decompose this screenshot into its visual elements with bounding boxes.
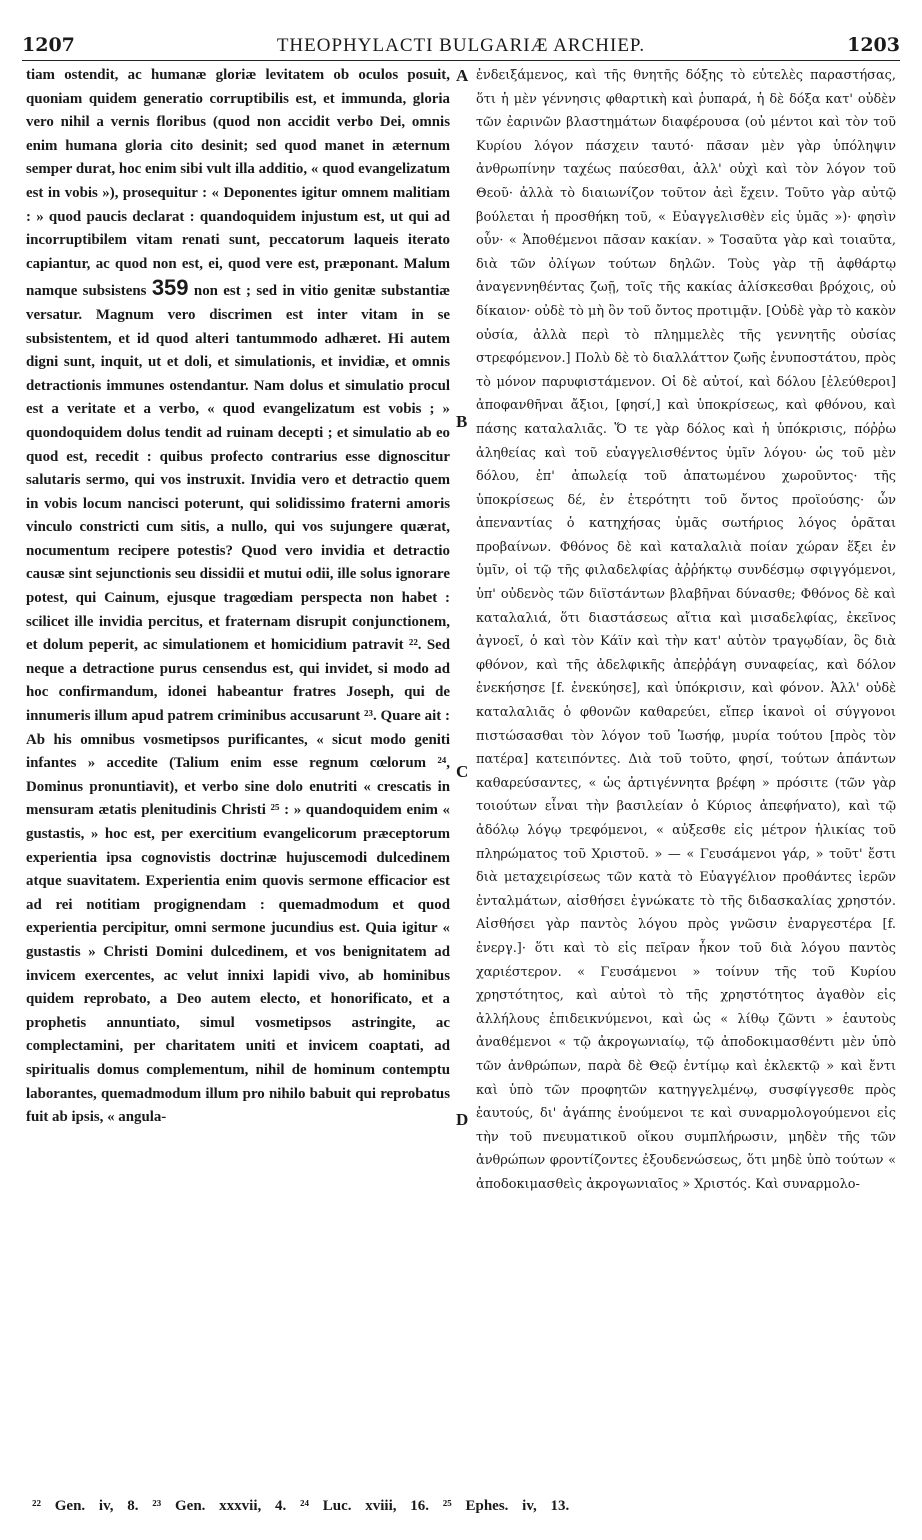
- greek-column: [476, 64, 896, 1504]
- section-marker-a: A: [456, 66, 469, 85]
- section-marker-d: D: [456, 1110, 469, 1129]
- left-page-number: 1207: [22, 34, 75, 56]
- section-marker-b: B: [456, 412, 468, 431]
- latin-text: [26, 64, 450, 1130]
- latin-text-part1: tiam ostendit, ac humanæ gloriæ levitatem ob oculos posuit, quoniam quidem generatio corruptibilis est, et immunda, gloria vero nihil a vernis floribus (quod non accidit verbo Dei, omnis enim humana gloria cito desinit; sed quod manet in æternum semper durat, hoc enim sibi vult illa additio, « quod evangelizatum est in vobis »), prosequitur : « Deponentes igitur omnem malitiam : » quod paucis declarat : quandoquidem injustum est, ut qui ad incorruptibilem vitam renati sunt, peccatorum laqueis iterato capiantur, ac quod non est, ei, quod vere est, præponant. Malum namque subsistens: [26, 67, 450, 300]
- running-title: THEOPHYLACTI BULGARIÆ ARCHIEP.: [276, 35, 646, 56]
- column-number: 359: [151, 275, 189, 301]
- footnotes: ²² Gen. iv, 8. ²³ Gen. xxxvii, 4. ²⁴ Luc. xviii, 16. ²⁵ Ephes. iv, 13.: [32, 1498, 570, 1514]
- greek-text: ἐνδειξάμενος, καὶ τῆς θνητῆς δόξης τὸ εὐτελὲς παραστήσας, ὅτι ἡ μὲν γέννησις φθαρτικὴ καὶ ῥυπαρά, ἡ δὲ δόξα κατ' οὐδὲν τῶν ἐαρινῶν βλαστημάτων διαφέρουσα (οὐ μέντοι καὶ τὸν τοῦ Κυρίου λόγον πάσχειν ταυτό· πᾶσαν μὲν γὰρ ὑπόληψιν ἀνθρωπίνην ταχέως παύεσθαι, ἀλλ' οὐχὶ καὶ τὸν λόγον τοῦ Θεοῦ· ἀλλὰ τὸ διαιωνίζον τοῦτον ἀεὶ ἔχειν. Τοῦτο γὰρ αὐτῷ βούλεται ἡ προσθήκη τοῦ, « Εὐαγγελισθὲν εἰς ὑμᾶς »)· φησὶν οὖν· « Ἀποθέμενοι πᾶσαν κακίαν. » Τοσαῦτα γὰρ καὶ τοιαῦτα, διὰ τῶν ὀλίγων τούτων δηλῶν. Τοὺς γὰρ τῇ ἀφθάρτῳ ἀναγεννηθέντας ζωῇ, τοῖς τῆς κακίας ἁλίσκεσθαι βρόχοις, οὐ δίκαιον· οὐδὲ τὸ μὴ ὂν τοῦ ὄντος προτιμᾷν. [Οὐδὲ γὰρ τὸ κακὸν οὐσία, ἀλλὰ περὶ τὸ πλημμελὲς τῆς γεννητῆς οὐσίας στρεφόμενον.] Πολὺ δὲ τὸ διαλλάττον ζωῆς ἐνυποστάτου, πρὸς τὸ μόνον παρυφιστάμενον. Οἱ δὲ αὐτοί, καὶ δόλου [ἐλεύθεροι] ἀποφανθῆναι ἄξιοι, [φησί,] καὶ ὑποκρίσεως, καὶ φθόνου, καὶ πάσης καταλαλιᾶς. Ὅ τε γὰρ δόλος καὶ ἡ ὑπόκρισις, πόῤῥω ἀληθείας καὶ τοῦ εὐαγγελισθέντος ὑμῖν λόγου· ὡς τοῦ μὲν δόλου, ἐπ' ἀπωλείᾳ τοῦ ἀπατωμένου χωροῦντος· τῆς ὑποκρίσεως δέ, ἐν ἑτερότητι τοῦ ὄντος προϊούσης· ὧν ἀπεναντίας ὁ κατηχήσας ὑμᾶς σωτήριος λόγος ὁρᾶται προβαίνων. Φθόνος δὲ καὶ καταλαλιὰ ποίαν χώραν ἕξει ἐν ὑμῖν, οἱ τῷ τῆς φιλαδελφίας ἀῤῥήκτῳ συνδέσμῳ σφιγγόμενοι, ὑπ' οὐδενὸς τῶν διϊστάντων βλαβῆναι δύνασθε; Φθόνος δὲ καὶ καταλαλιά, ὅτι διαστάσεως αἴτια καὶ μισαδελφίας, ἐκεῖνος ἀγνοεῖ, ὁ καὶ τὸν Κάϊν καὶ τὴν κατ' αὐτὸν τραγῳδίαν, ὃς διὰ φθόνον, καὶ τῆς ἀδελφικῆς ἀπεῤῥάγη συναφείας, καὶ δόλον ἐνεκήσησε [f. ἐνεκύησε], καὶ ὑπόκρισιν, καὶ φόνον. Ἀλλ' οὐδὲ καταλαλιᾶς ὁ φθονῶν καθαρεύει, εἴπερ ἱκανοὶ οἱ σύγγονοι πιστώσασθαι τὸν λόγον τοῦ Ἰωσήφ, μυρία τούτου [πρὸς τὸν πατέρα] κατειπόντες. Διὰ τοῦ τοῦτο, φησί, τούτων ἁπάντων καθαρεύσαντες, « ὡς ἀρτιγέννητα βρέφη » πρόσιτε (τῶν γὰρ τοιούτων εἶναι τὴν βασιλείαν ὁ Κύριος ἀπεφήνατο), καὶ τῷ ἀδόλῳ λόγῳ τρεφόμενοι, « αὐξεσθε εἰς μέτρον ἡλικίας τοῦ πληρώματος τοῦ Χριστοῦ. » — « Γευσάμενοι γάρ, » τοῦτ' ἔστι διὰ μεταχειρίσεως τῶν κατὰ τὸ Εὐαγγέλιον προθάντες ἱερῶν ἐνταλμάτων, αἰσθήσει ἐγνώκατε τὸ τῆς διδασκαλίας χρηστόν. Αἰσθήσει γὰρ παντὸς λόγου πρὸς γνῶσιν ἐναργεστέρα [f. ἐνεργ.]· ὅτι καὶ τὸ εἰς πεῖραν ἧκον τοῦ διὰ λόγου παντὸς χαριέστερον. « Γευσάμενοι » τοίνυν τῆς τοῦ Κυρίου χρηστότητος, καὶ αὐτοὶ τὸ τῆς χρηστότητος ἀγαθὸν εἰς ἀλλήλους ἐπιδεικνύμενοι, καὶ ὡς « λίθῳ ζῶντι » ἑαυτοὺς ἀναθέμενοι « τῷ ἀκρογωνιαίῳ, τῷ ἀποδοκιμασθέντι μὲν ὑπὸ τῶν ἀνθρώπων, παρὰ δὲ Θεῷ ἐντίμῳ καὶ ἐκλεκτῷ » καὶ ἔντι καὶ ὑπὸ τῶν προφητῶν κατηγγελμένῳ, συσφίγγεσθε πρὸς ἑαυτούς, δι' ἀγάπης ἑνούμενοι τε καὶ συναρμολογούμενοι εἰς τὴν τοῦ πνευματικοῦ οἴκου συμπλήρωσιν, μηδὲν τῆς τῶν ἀνθρώπων φροντίζοντες ἐξουδενώσεως, ὅτι μηδὲ ὑπὸ τούτων « ἀποδοκιμασθεὶς ἀκρογωνιαῖος » Χριστός. Καὶ συναρμολο-: [476, 68, 896, 1192]
- right-page-number: 1203: [847, 34, 900, 56]
- running-header: [22, 34, 900, 61]
- latin-column: [26, 64, 450, 1504]
- latin-text-part2: non est ; sed in vitio genitæ substantiæ versatur. Magnum vero discrimen est inter vitam in se subsistentem, et id quod alteri tantummodo adhæret. Hi autem digni sunt, inquit, ut et doli, et simulationis, et invidiæ, et omnis detractionis immunes ostendantur. Nam dolus et simulatio procul est a veritate et a verbo, « quod evangelizatum est vobis ; » quondoquidem dolus tendit ad ruinam decepti ; et simulatio ab eo quod est, recedit : quibus profecto contrarius esse dignoscitur salutaris sermo, qui vos instruxit. Invidia vero et detractio quem in vobis locum nancisci poterunt, qui solidissimo fraterni amoris vinculo constricti cum sitis, a nullo, qui vos sujungere quærat, nocumentum recipere potestis? Quod vero invidia et detractio causæ sint sejunctionis seu dissidii et mutui odii, ille solus ignorare potest, qui Cainum, ejusque tragœdiam perspecta non habet : scilicet ille invidia percitus, et fraternam disrupit conjunctionem, et dolum peperit, ac simulationem et homicidium patravit ²². Sed neque a detractione purus censendus est, qui invidet, si modo ad hoc confirmandum, idonei habeantur fratres Joseph, qui de innumeris illum apud patrem criminibus accusarunt ²³. Quare ait : Ab his omnibus vosmetipsos purificantes, « sicut modo geniti infantes » accedite (Talium enim esse regnum cœlorum ²⁴, Dominus pronuntiavit), et verbo sine dolo enutriti « crescatis in mensuram ætatis plenitudinis Christi ²⁵ : » quandoquidem enim « gustastis, » hoc est, per exercitium evangelicorum præceptorum experientia ipsa cognovistis doctrinæ hujuscemodi dulcedinem atque suavitatem. Experientia enim quovis sermone efficacior est ad rei notitiam progignendam : quemadmodum et quod experientia percipitur, omni sermone jucundius est. Quia igitur « gustastis » Christi Domini dulcedinem, et vos benignitatem ad invicem exercentes, ac velut innixi lapidi vivo, ab hominibus quidem reprobato, a Deo autem electo, et honorificato, et a prophetis annuntiato, simul vosmetipsos astringite, ac complectamini, per charitatem uniti et invicem coaptati, ad spiritualis domus complementum, nihil de hominum contemptu laborantes, quemadmodum illum pro nihilo babuit qui reprobatus fuit ab ipsis, « angula-: [26, 283, 450, 1126]
- section-marker-c: C: [456, 762, 469, 781]
